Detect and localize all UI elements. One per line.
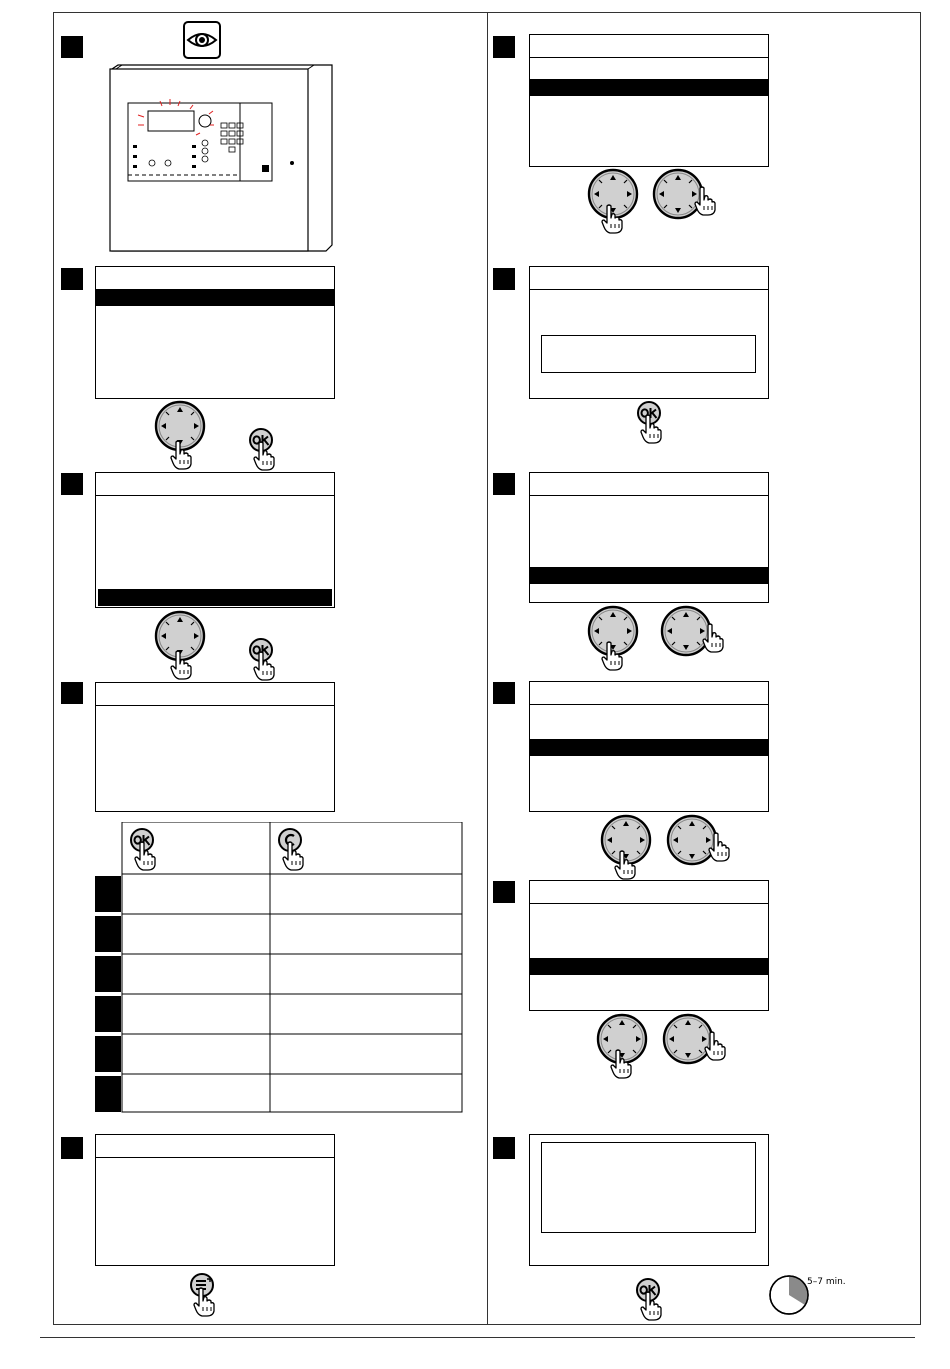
selected-row <box>530 567 768 584</box>
display-screen <box>529 472 769 603</box>
step-marker <box>493 881 515 903</box>
duration-label: 5–7 min. <box>807 1277 846 1287</box>
pressing-hand-icon <box>134 841 156 871</box>
screen-title-bar <box>96 683 334 706</box>
screen-title-bar <box>530 267 768 290</box>
clock-icon <box>768 1274 810 1316</box>
display-screen <box>529 1134 769 1266</box>
display-screen <box>529 880 769 1011</box>
eye-icon <box>183 21 221 59</box>
pressing-hand-icon <box>253 441 275 471</box>
pressing-hand-icon <box>193 1287 215 1317</box>
display-screen <box>95 1134 335 1266</box>
message-box <box>541 1142 756 1233</box>
display-screen <box>95 682 335 812</box>
screen-title-bar <box>96 267 334 290</box>
step-marker <box>61 682 83 704</box>
pressing-hand-icon <box>694 186 716 216</box>
selected-row <box>530 958 768 975</box>
pressing-hand-icon <box>614 850 636 880</box>
display-screen <box>529 681 769 812</box>
screen-title-bar <box>96 1135 334 1158</box>
step-marker <box>61 1137 83 1159</box>
pressing-hand-icon <box>601 204 623 234</box>
step-marker <box>493 682 515 704</box>
step-marker <box>493 36 515 58</box>
step-marker <box>493 473 515 495</box>
pressing-hand-icon <box>170 440 192 470</box>
footer-rule <box>40 1337 915 1338</box>
pressing-hand-icon <box>170 650 192 680</box>
step-marker <box>493 268 515 290</box>
pressing-hand-icon <box>640 414 662 444</box>
pressing-hand-icon <box>601 641 623 671</box>
column-divider <box>487 12 488 1325</box>
message-box <box>541 335 756 373</box>
selected-row <box>96 289 334 306</box>
screen-title-bar <box>530 682 768 705</box>
step-marker <box>61 473 83 495</box>
step-marker <box>61 268 83 290</box>
pressing-hand-icon <box>640 1291 662 1321</box>
step-marker <box>493 1137 515 1159</box>
pressing-hand-icon <box>610 1049 632 1079</box>
pressing-hand-icon <box>702 623 724 653</box>
screen-title-bar <box>96 473 334 496</box>
display-screen <box>529 266 769 399</box>
screen-title-bar <box>530 473 768 496</box>
display-screen <box>529 34 769 167</box>
screen-title-bar <box>530 881 768 904</box>
selected-row <box>530 79 768 96</box>
display-screen <box>95 472 335 608</box>
fire-control-panel-icon <box>108 63 328 253</box>
selected-row <box>530 739 768 756</box>
step-marker <box>61 36 83 58</box>
pressing-hand-icon <box>708 832 730 862</box>
selected-row <box>98 589 332 606</box>
pressing-hand-icon <box>282 841 304 871</box>
pressing-hand-icon <box>253 651 275 681</box>
display-screen <box>95 266 335 399</box>
screen-title-bar <box>530 35 768 58</box>
pressing-hand-icon <box>704 1031 726 1061</box>
